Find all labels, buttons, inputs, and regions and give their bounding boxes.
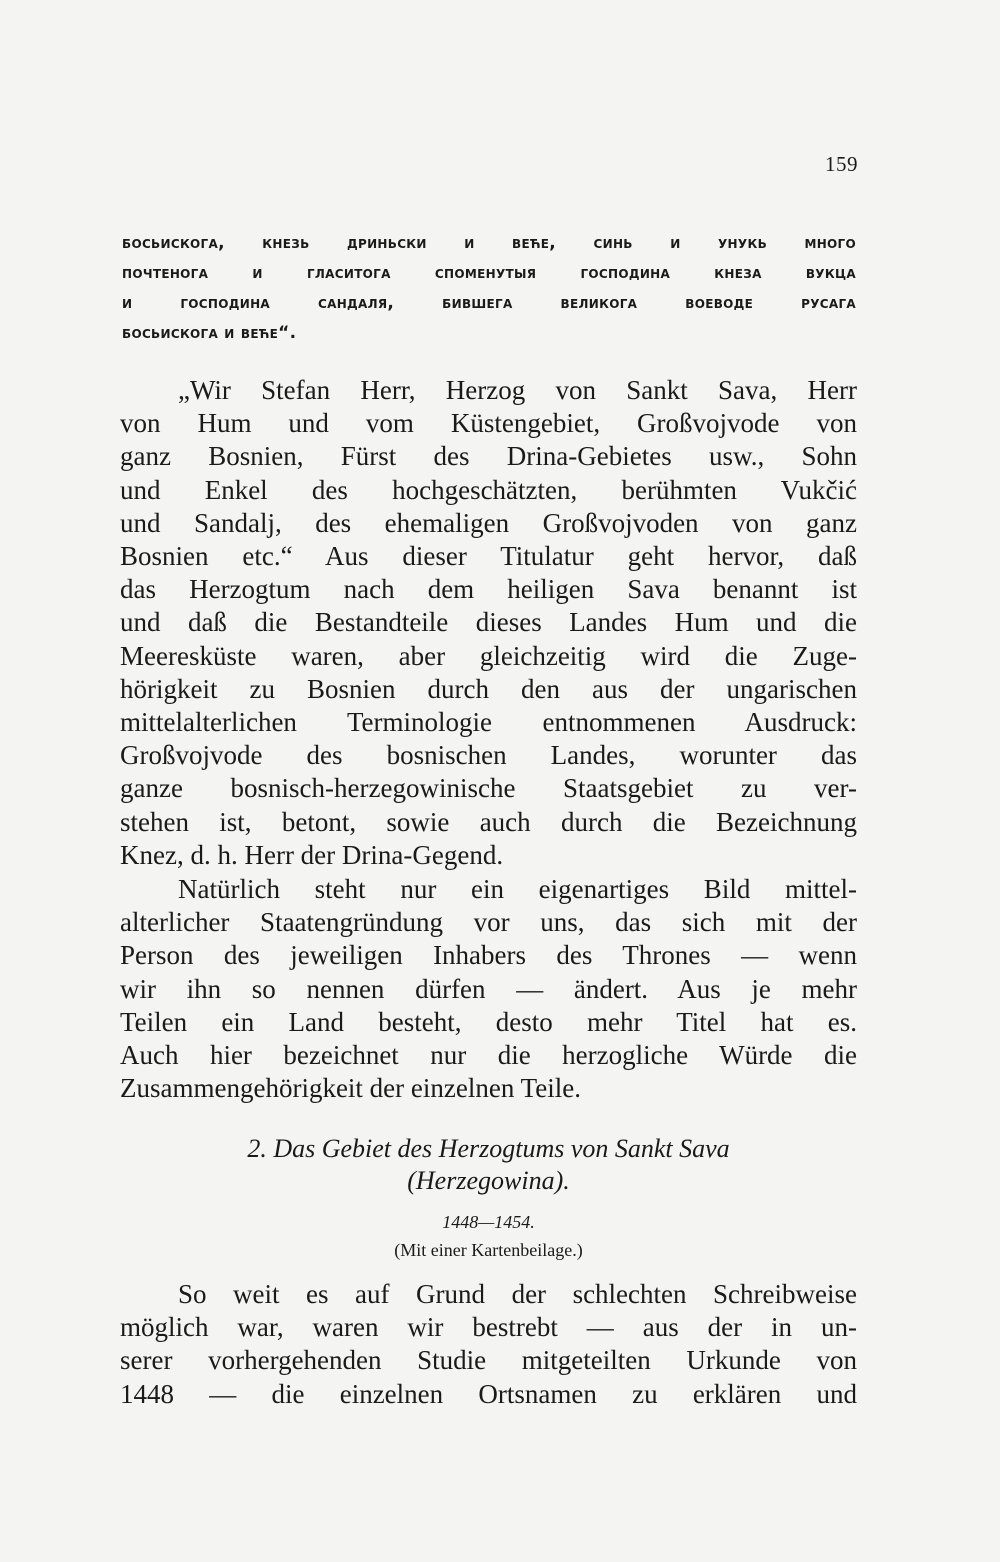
text-line: möglich war, waren wir bestrebt — aus der in un- [120, 1312, 857, 1343]
section-heading [120, 1133, 857, 1197]
cyrillic-line: босьискога, кнезь дриньски и веће, синь и унукь много [122, 233, 856, 253]
text-line: Auch hier bezeichnet nur die herzogliche Würde die [120, 1040, 857, 1071]
text-line: Knez, d. h. Herr der Drina-Gegend. [120, 839, 504, 870]
text-line: wir ihn so nennen dürfen — ändert. Aus je mehr [120, 973, 857, 1004]
text-line: alterlicher Staatengründung vor uns, das sich mit der [120, 907, 857, 938]
paragraph-state-formation [120, 873, 857, 1105]
text-line: mittelalterlichen Terminologie entnommenen Ausdruck: [120, 707, 857, 738]
section-title: 2. Das Gebiet des Herzogtums von Sankt Sava [247, 1134, 730, 1163]
cyrillic-line: почтенога и гласитога споменутыя господина кнеза вукца [122, 263, 856, 283]
text-line: und Enkel des hochgeschätzten, berühmten Vukčić [120, 474, 857, 505]
text-line: Teilen ein Land besteht, desto mehr Titel hat es. [120, 1006, 857, 1037]
text-line: Zusammengehörigkeit der einzelnen Teile. [120, 1073, 581, 1104]
text-line: ganz Bosnien, Fürst des Drina-Gebietes usw., Sohn [120, 441, 857, 472]
cyrillic-quote [122, 228, 856, 348]
text-line: „Wir Stefan Herr, Herzog von Sankt Sava, Herr [178, 375, 857, 405]
text-line: Großvojvode des bosnischen Landes, worunter das [120, 740, 857, 771]
cyrillic-line: и господина сандаля, бившега великога воеводе русага [122, 293, 856, 313]
text-line: von Hum und vom Küstengebiet, Großvojvode von [120, 408, 857, 439]
page-number: 159 [825, 152, 858, 176]
section-subtitle: (Herzegowina). [407, 1166, 570, 1195]
cyrillic-line: босьискога и веће“. [122, 323, 297, 343]
text-line: Meeresküste waren, aber gleichzeitig wird die Zuge- [120, 640, 857, 671]
text-line: Person des jeweiligen Inhabers des Thrones — wenn [120, 940, 857, 971]
text-line: Natürlich steht nur ein eigenartiges Bild mittel- [178, 874, 857, 904]
paragraph-place-names [120, 1278, 857, 1411]
text-line: ganze bosnisch-herzegowinische Staatsgebiet zu ver- [120, 773, 857, 804]
section-dates: 1448—1454. [442, 1212, 535, 1232]
paragraph-translation [120, 374, 857, 872]
text-line: das Herzogtum nach dem heiligen Sava benannt ist [120, 574, 857, 605]
text-line: serer vorhergehenden Studie mitgeteilten Urkunde von [120, 1345, 857, 1376]
text-line: und Sandalj, des ehemaligen Großvojvoden von ganz [120, 507, 857, 538]
text-line: 1448 — die einzelnen Ortsnamen zu erklären und [120, 1378, 857, 1409]
text-line: und daß die Bestandteile dieses Landes Hum und die [120, 607, 857, 638]
text-line: stehen ist, betont, sowie auch durch die Bezeichnung [120, 806, 857, 837]
text-line: Bosnien etc.“ Aus dieser Titulatur geht hervor, daß [120, 541, 857, 572]
map-supplement-note: (Mit einer Kartenbeilage.) [394, 1240, 583, 1260]
text-line: hörigkeit zu Bosnien durch den aus der ungarischen [120, 673, 857, 704]
text-line: So weit es auf Grund der schlechten Schreibweise [178, 1279, 857, 1309]
